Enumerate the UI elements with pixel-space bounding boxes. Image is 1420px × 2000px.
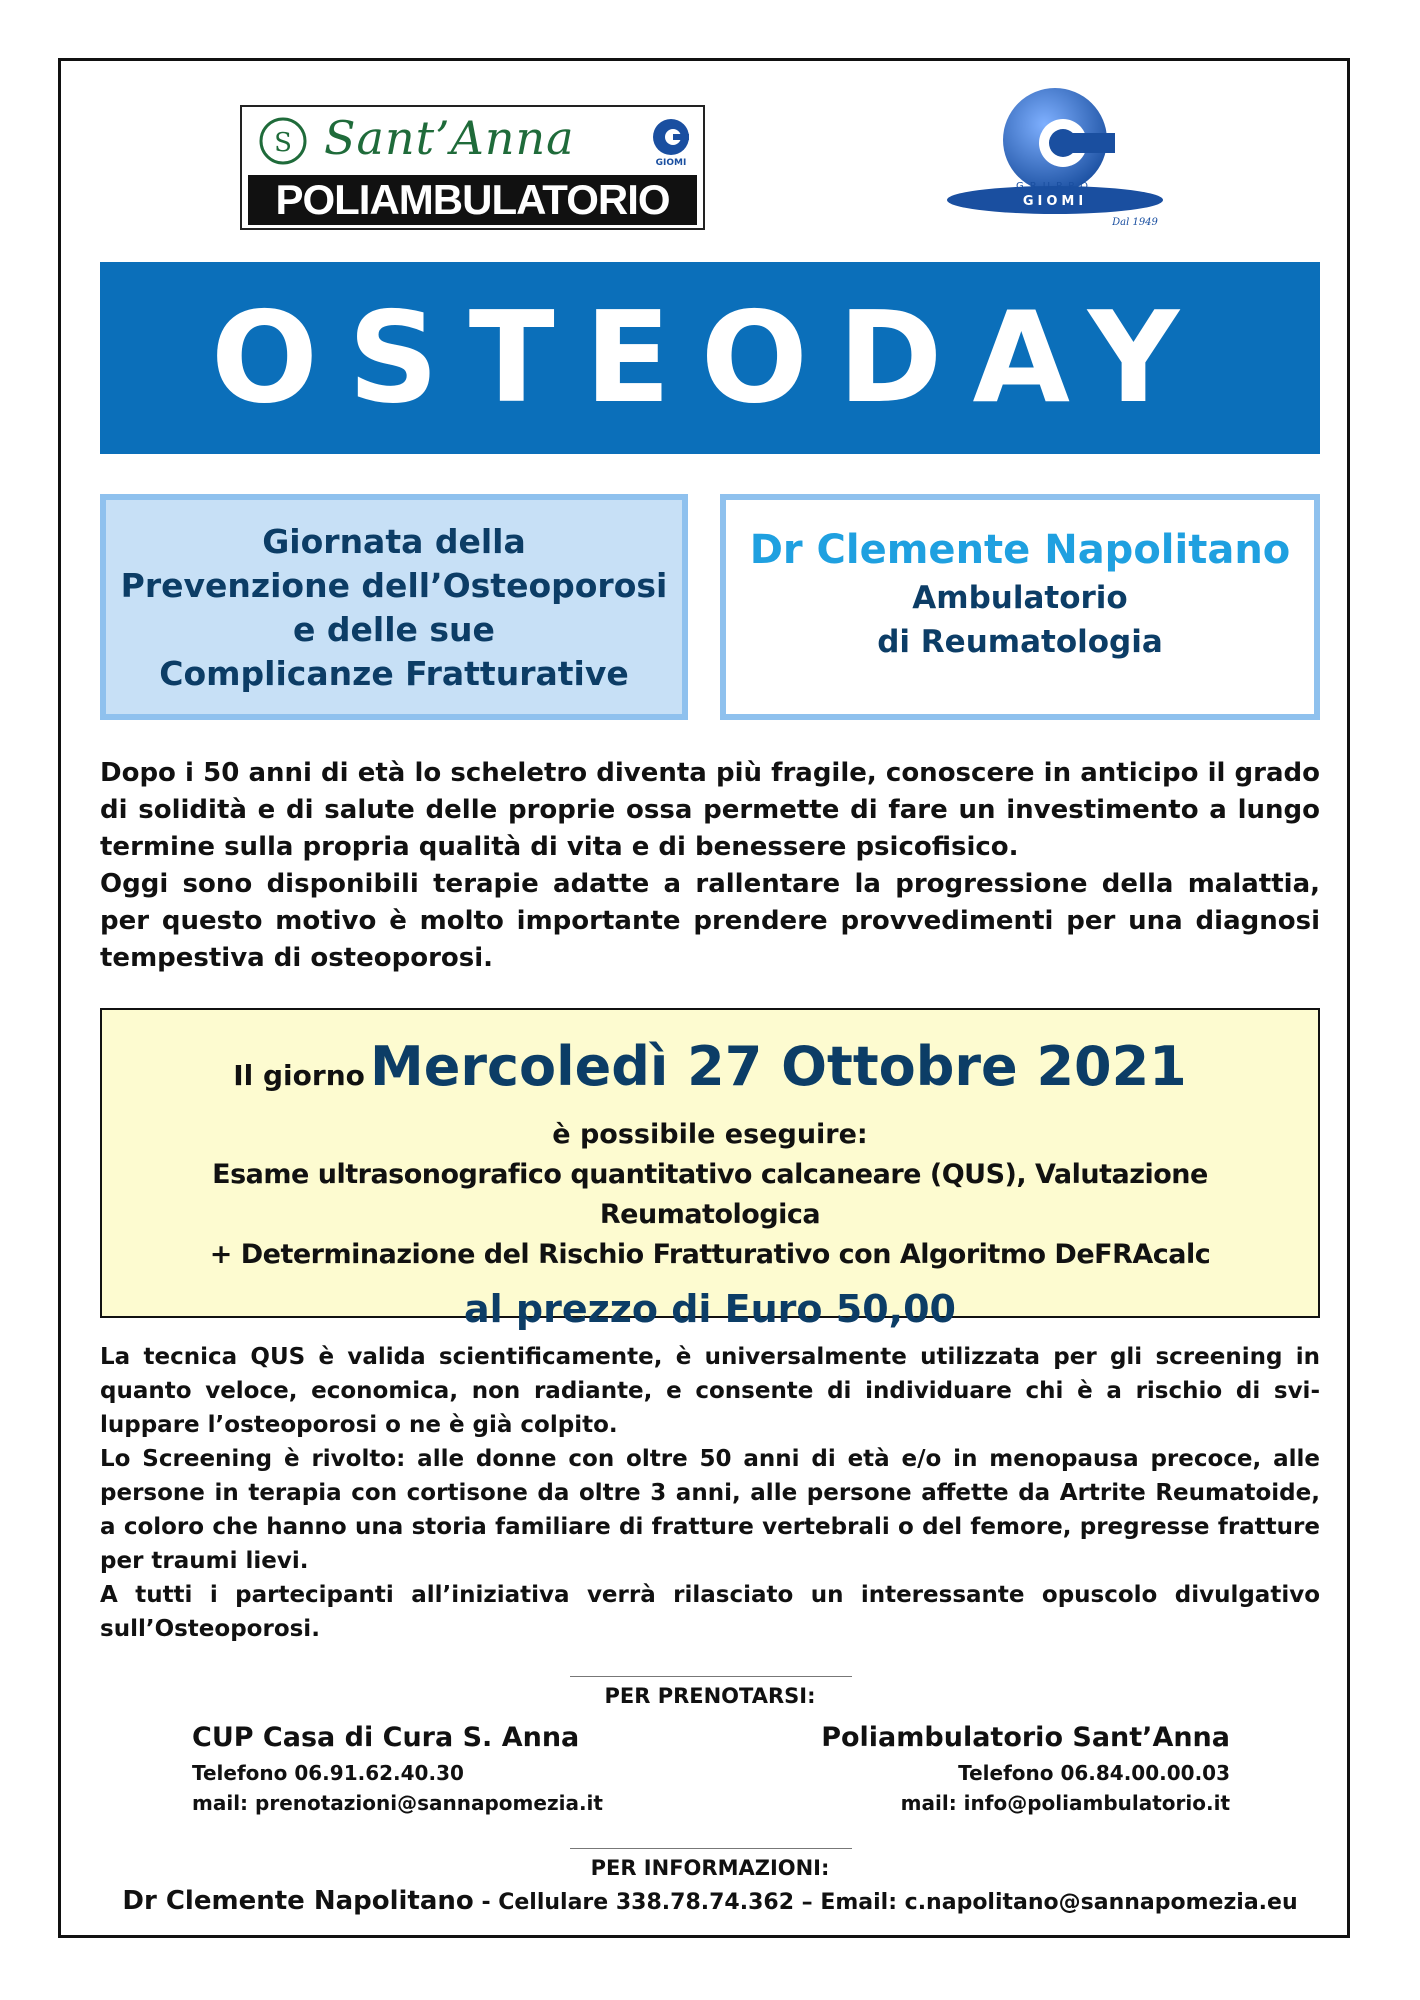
santanna-logo bbox=[240, 105, 705, 230]
booking-poli-phone[interactable]: Telefono 06.84.00.00.03 bbox=[958, 1761, 1230, 1785]
box-left-line-2: Prevenzione dell’Osteoporosi bbox=[120, 566, 668, 605]
badge-text: GIOMI bbox=[655, 158, 687, 167]
event-box bbox=[100, 1008, 1320, 1331]
event-exam-line-1: Esame ultrasonografico quantitativo calcaneare (QUS), Valutazione Reumatologica bbox=[212, 1159, 1208, 1230]
event-date-line bbox=[102, 1032, 1318, 1115]
osteoday-banner: OSTEODAY bbox=[100, 262, 1320, 454]
giomi-badge-icon bbox=[646, 115, 696, 167]
divider bbox=[570, 1848, 852, 1849]
santanna-script-text: Sant’Anna bbox=[324, 111, 575, 165]
divider bbox=[570, 1676, 852, 1677]
booking-cup-mail[interactable]: mail: prenotazioni@sannapomezia.it bbox=[192, 1791, 603, 1815]
doctor-box bbox=[720, 494, 1320, 720]
booking-poli-title: Poliambulatorio Sant’Anna bbox=[821, 1722, 1230, 1753]
box-left-line-3: e delle sue bbox=[293, 610, 495, 649]
details-paragraph bbox=[100, 1340, 1320, 1646]
giomi-arc-text: GRUPPO bbox=[1016, 181, 1094, 192]
giomi-logo bbox=[935, 85, 1170, 230]
info-contact[interactable]: - Cellulare 338.78.74.362 – Email: c.napolitano@sannapomezia.eu bbox=[473, 1890, 1298, 1915]
box-left-line-1: Giornata della bbox=[262, 522, 526, 561]
doctor-name: Dr Clemente Napolitano bbox=[749, 527, 1291, 573]
event-date: Mercoledì 27 Ottobre 2021 bbox=[369, 1035, 1187, 1098]
svg-text:S: S bbox=[274, 128, 292, 158]
booking-poliambulatorio bbox=[790, 1718, 1230, 1818]
event-exam-line-2: + Determinazione del Rischio Fratturativo con Algoritmo DeFRAcalc bbox=[209, 1239, 1211, 1270]
booking-cup-phone[interactable]: Telefono 06.91.62.40.30 bbox=[192, 1761, 464, 1785]
details-text-3: A tutti i partecipanti all’iniziativa verrà rilasciato un interessante opuscolo divulgativo sull’Osteoporosi. bbox=[100, 1582, 1320, 1642]
details-text-2: Lo Screening è rivolto: alle donne con oltre 50 anni di età e/o in menopausa precoce, alle persone in terapia con cortisone da oltre 3 anni, alle persone affette da Artrite Reumatoide, a coloro che hanno una storia familiare di fratture vertebrali o del femore, pregresse fratture per traumi lievi. bbox=[100, 1446, 1320, 1574]
booking-poli-mail[interactable]: mail: info@poliambulatorio.it bbox=[900, 1791, 1230, 1815]
intro-text-1: Dopo i 50 anni di età lo scheletro diventa più fragile, conoscere in anticipo il grado di solidità e di salute delle proprie ossa permette di fare un investimento a lungo termine sulla propria qualità di vita e di benessere psicofisico. bbox=[100, 758, 1320, 862]
monogram-icon bbox=[258, 113, 308, 169]
booking-cup bbox=[192, 1718, 712, 1818]
intro-paragraph bbox=[100, 755, 1320, 977]
giomi-band-text: GIOMI bbox=[1022, 194, 1088, 209]
prevention-day-box bbox=[100, 494, 688, 720]
event-date-prefix: Il giorno bbox=[233, 1059, 365, 1092]
booking-label: PER PRENOTARSI: bbox=[604, 1684, 816, 1708]
details-text-1: La tecnica QUS è valida scientificamente, è universalmente utilizzata per gli screening in quanto veloce, economica, non radiante, e consente di individuare chi è a rischio di sviluppare l’osteoporosi o ne è già colpito. bbox=[100, 1344, 1320, 1438]
info-contact-line bbox=[0, 1884, 1420, 1920]
giomi-since-text: Dal 1949 bbox=[1112, 217, 1158, 228]
box-left-line-4: Complicanze Fratturative bbox=[159, 654, 629, 693]
doctor-dept-line-2: di Reumatologia bbox=[877, 624, 1163, 660]
info-label: PER INFORMAZIONI: bbox=[590, 1856, 830, 1880]
doctor-dept-line-1: Ambulatorio bbox=[912, 580, 1128, 616]
intro-text-2: Oggi sono disponibili terapie adatte a rallentare la progressione della malattia, per questo motivo è molto importante prendere provvedimenti per una diagnosi tempestiva di osteoporosi. bbox=[100, 869, 1320, 973]
event-price: al prezzo di Euro 50,00 bbox=[464, 1287, 956, 1331]
booking-cup-title: CUP Casa di Cura S. Anna bbox=[192, 1722, 580, 1753]
poliambulatorio-bar: POLIAMBULATORIO bbox=[248, 175, 697, 225]
info-name: Dr Clemente Napolitano bbox=[122, 1886, 474, 1916]
event-intro: è possibile eseguire: bbox=[552, 1119, 868, 1150]
